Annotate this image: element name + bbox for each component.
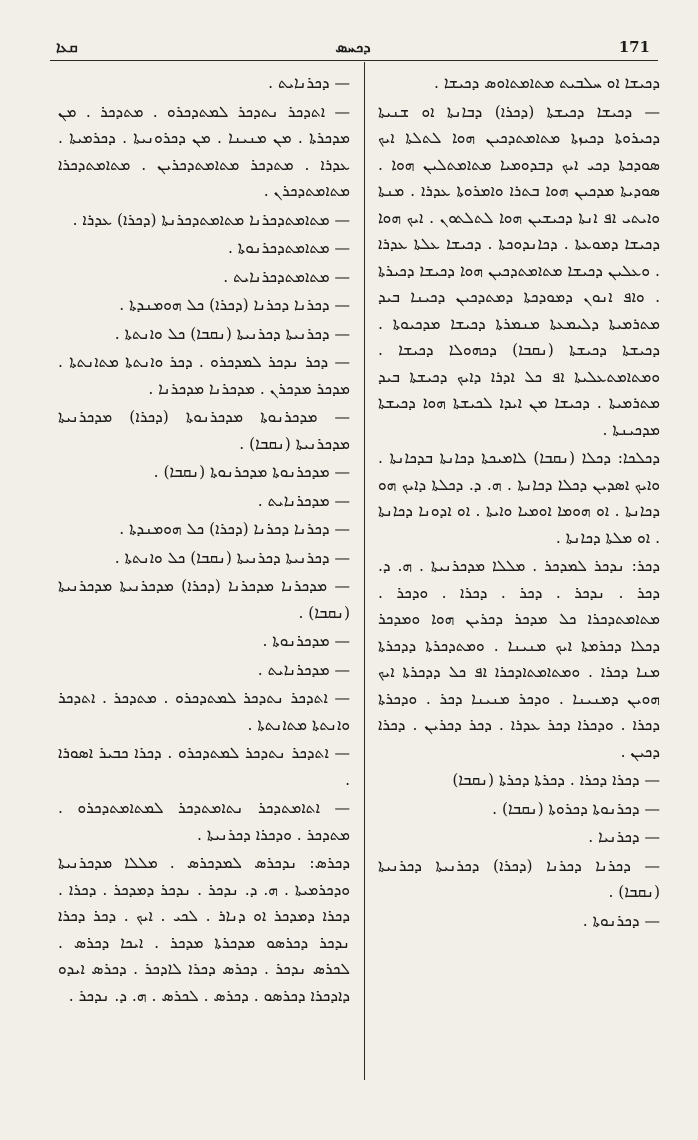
dictionary-entry: — ܡܕܟܪܢܐܝܬ .: [257, 491, 350, 510]
page-numeral-syriac: ܩܥܐ: [56, 38, 78, 56]
dictionary-entry: — ܡܕܟܪܢܘܬܐ ܡܕܟܪܢܘܬܐ (ܕܟܪܐ) ܡܕܟܪܢܝܬܐ ܡܕܟܪܢܝܬܐ (ܢܩܒܐ) .: [58, 408, 350, 453]
dictionary-entry: — ܕܟܝܫܐ ܕܟܝܫܬܐ (ܕܟܪܐ) ܕܒܐܢܬܐ ܐܘ ܫܢܝܬܐ ܕܟܝܪܘܬܐ ܕܟܝܙܬܐ ܡܬܐܡܬܕܟܝܢ ܗܘܐ ܠܬܠܬܐ ܐܝܟ ܣܘܕܟܬܐ ܕܟܝ ܐܝܟ ܕܒܕܘܡܝܐ ܡܬܐܡܬܠܝܢ ܗܘܐ . ܣܘܕܝܬܐ ܡܕܟܝܢ ܗܘܐ ܒܬܪܐ ܘܐܡܪܘܬܐ ܥܕܪܐ . ܡܢܬܐ ܘܐܝܬܝ ܐܦ ܐܢܬܐ ܕܟܝܫܝܢ ܗܘܐ ܠܬܠܬܘܢ . ܐܝܟ ܗܘܐ ܕܟܝܫܐ ܕܡܘܥܬܐ . ܕܟܐܢܕܘܟܬܐ . ܕܟܝܫܐ ܥܠܬܐ ܥܕܪܐ . ܘܥܠܝܢ ܕܟܝܫܐ ܡܬܐܡܬܕܟܝܢ ܗܘܐ ܕܟܝܫܐ ܕܟܝܪܬܐ . ܘܐܦ ܐܢܘܢ ܕܡܘܕܟܬܐ ܕܡܬܕܟܝܢ ܕܟܝܢܐ ܒܝܕ ܡܬܪܡܝܬܐ ܕܠܝܡܥܬܐ ܡܢܡܪܬܐ ܕܟܝܫܐ ܡܕܟܝܘܬܐ . ܕܟܝܫܬܐ ܕܟܝܫܬܐ (ܢܩܒܐ) ܕܟܗܘܠܐ ܕܟܝܫܐ . ܘܡܬܐܡܬܥܠܝܬܐ ܐܦ ܟܠ ܐܕܪܐ ܕܐܝܟ ܕܟܝܫܬܐ ܒܝܕ ܡܬܪܡܝܬܐ . ܕܟܝܫܐ ܡܢ ܐܝܕܐ ܠܟܝܫܬܐ ܗܘܐ ܕܟܝܫܬܐ ܡܕܟܝܢܬܐ .: [378, 102, 660, 439]
dictionary-entry: — ܕܟܪܢܝܐ .: [588, 828, 660, 846]
dictionary-entry: — ܐܬܐܡܬܕܟܪ ܢܬܐܡܬܕܟܪ ܠܡܬܐܡܬܕܟܪܘ . ܡܬܕܟܪ . ܘܕܟܪܐ ܕܟܪܢܝܬܐ .: [58, 799, 350, 844]
right-column: [378, 70, 660, 1080]
dictionary-entry: — ܕܟܪܢܐ ܕܟܪܢܐ (ܕܟܪܐ) ܟܠ ܗܘܡܢܕܬܐ .: [119, 520, 350, 538]
dictionary-entry: — ܐܬܕܟܪ ܢܬܕܟܪ ܠܡܬܕܟܪܘ . ܡܬܕܟܪ . ܐܬܕܟܪ ܘܐܢܬܬܐ ܡܬܐܢܬܬܐ .: [58, 689, 350, 734]
dictionary-entry: — ܡܬܐܡܬܕܟܪܢܐܝܬ .: [223, 267, 350, 286]
dictionary-entry: — ܡܕܟܪܢܐ ܡܕܟܪܢܐ (ܕܟܪܐ) ܡܕܟܪܢܝܬܐ ܡܕܟܪܢܝܬܐ (ܢܩܒܐ) .: [58, 577, 350, 622]
dictionary-entry: — ܕܟܪܢܘܬܐ .: [582, 911, 660, 930]
dictionary-entry: — ܡܕܟܪܢܘܬܐ ܡܕܟܪܢܘܬܐ (ܢܩܒܐ) .: [153, 463, 350, 481]
dictionary-entry: — ܡܕܟܪܢܘܬܐ .: [262, 632, 350, 650]
dictionary-entry: — ܡܬܐܡܬܕܟܪܢܘܬܐ .: [227, 239, 350, 257]
dictionary-entry: — ܕܟܪ ܢܕܟܪ ܠܡܕܟܪܘ . ܕܟܪ ܘܐܢܬܬܐ ܡܬܐܢܬܬܐ . ܡܕܟܪ ܡܕܟܪܢ . ܡܕܟܪܢܐ ܡܕܟܪܢܐ .: [58, 353, 350, 398]
running-head-word: ܕܟܚܣ: [335, 38, 371, 56]
dictionary-entry: ܕܟܝܫܐ ܐܘ ܚܠܒܝܬ ܡܬܐܡܬܐܘܣ ܕܟܝܫܐ .: [434, 74, 660, 92]
dictionary-entry: — ܕܟܪܢܐ ܕܟܪܢܐ (ܕܟܪܐ) ܟܠ ܗܘܡܢܕܬܐ .: [119, 296, 350, 314]
dictionary-entry: — ܐܬܕܟܪ ܢܬܕܟܪ ܠܡܬܕܟܪܘ . ܕܟܪܐ ܟܒܝܪ ܐܣܘܪܐ .: [58, 744, 350, 789]
dictionary-entry: — ܕܟܪܢܐ ܕܟܪܢܐ (ܕܟܪܐ) ܕܟܪܢܝܬܐ ܕܟܪܢܝܬܐ (ܢܩܒܐ) .: [378, 856, 660, 901]
dictionary-entry: — ܕܟܪܐ ܕܟܪܐ . ܕܟܪܬܐ ܕܟܪܬܐ (ܢܩܒܐ): [452, 771, 660, 789]
dictionary-entry: ܕܟܠܟܐ: ܕܟܠܐ (ܢܩܒܐ) ܠܐܡܝܟܬܐ ܕܟܐܢܬܐ ܒܕܟܐܢܬܐ . ܘܐܝܟ ܐܣܕܝܢ ܕܟܠܐ ܕܟܐܢܬܐ . ܗ. ܕ. ܕܟܠܬܐ ܕܐܝܟ ܗܘ ܕܟܐܢܬܐ . ܐܘ ܗܘܡܐ ܐܘܡܝܐ ܘܐܝܬܐ . ܐܘ ܐܕܘܢܐ ܕܟܐܢܬܐ . ܐܘ ܡܠܬܐ ܕܟܐܢܬܐ .: [378, 449, 660, 547]
header-rule: [50, 60, 658, 61]
dictionary-entry: ܕܟܪ: ܢܕܟܪ ܠܡܕܟܪ . ܡܠܠܐ ܡܕܟܪܢܝܬܐ . ܗ. ܕ. ܕܟܪ . ܢܕܟܪ . ܕܟܪ . ܕܟܪܐ . ܘܕܟܪ . ܡܬܐܡܬܕܟܪܐ ܟܠ ܡܕܟܪ ܕܟܪܝܢ ܗܘܐ ܘܡܕܟܪ ܕܟܠܐ ܕܟܪܡܬܐ ܐܝܟ ܡܢܝܢܐ . ܘܡܬܕܟܪܬܐ ܕܕܟܪܬܐ ܡܢܐ ܕܟܪܐ . ܘܡܬܐܡܬܐܕܟܪܐ ܐܦ ܟܠ ܕܕܟܪܬܐ ܐܝܟ ܗܘܝܢ ܕܡܢܝܢܐ . ܘܕܟܪ ܡܢܝܢܐ ܕܟܪ . ܘܕܟܪܬܐ ܕܟܪܐ . ܘܕܟܪܐ ܕܟܪ ܥܕܪܐ . ܕܟܪ ܕܟܪܝܢ . ܕܟܪܐ ܕܟܝܢ .: [378, 557, 660, 761]
dictionary-entry: — ܐܬܕܟܪ ܢܬܕܟܪ ܠܡܬܕܟܪܘ . ܡܬܕܟܪ . ܡܢ ܡܕܟܪܬܐ . ܡܢ ܡܢܝܢܐ . ܡܢ ܕܟܪܘܢܝܬܐ . ܕܟܪܡܝܬܐ . ܥܕܪܐ . ܡܬܕܟܪ ܡܬܐܡܬܕܟܪܝܢ . ܡܬܐܡܬܕܟܪܐ ܡܬܐܡܬܕܟܪܢ .: [58, 102, 350, 200]
left-column: [58, 70, 350, 1080]
dictionary-entry: — ܡܕܟܪܢܐܝܬ .: [257, 660, 350, 679]
dictionary-entry: — ܕܟܪܢܝܬܐ ܕܟܪܢܝܬܐ (ܢܩܒܐ) ܟܠ ܘܐܢܬܬܐ .: [114, 548, 350, 567]
dictionary-entry: ܕܟܪܣ: ܢܕܟܪܣ ܠܡܕܟܪܣ . ܡܠܠܐ ܡܕܟܪܢܝܬܐ ܘܕܟܪܡܝܬܐ . ܗ. ܕ. ܢܕܟܪ . ܢܕܟܪ ܕܡܕܟܪ . ܕܟܪܐ . ܕܟܪܐ ܕܡܕܟܪ ܐܘ ܕܢܐܪ . ܠܟܝ . ܐܝܟ . ܕܟܪ ܕܟܪܐ ܢܕܟܪ ܕܟܪܣܘ ܡܕܟܪܬܐ ܡܕܟܪ . ܐܝܟܐ ܕܟܪܣ . ܠܟܪܣ ܢܕܟܪ . ܕܟܪܣ ܕܟܪܐ ܠܐܕܟܪ . ܕܟܪܣ ܐܝܕܘ ܕܐܕܟܪܐ ܕܟܪܣܘ . ܕܟܪܣ . ܠܟܪܣ . ܗ. ܕ. ܢܕܟܪ .: [58, 854, 350, 1005]
dictionary-entry: — ܕܟܪܢܐܝܬ .: [268, 74, 350, 92]
page-number: 171: [618, 38, 650, 56]
dictionary-entry: — ܕܟܪܢܝܬܐ ܕܟܪܢܝܬܐ (ܢܩܒܐ) ܟܠ ܘܐܢܬܬܐ .: [114, 324, 350, 343]
page-header: [56, 34, 650, 60]
column-divider: [364, 62, 365, 1080]
dictionary-entry: — ܕܟܪܢܘܬܐ ܕܟܪܘܬܐ (ܢܩܒܐ) .: [492, 799, 660, 818]
dictionary-entry: — ܡܬܐܡܬܕܟܪܢܐ ܡܬܐܡܬܕܟܪܢܬܐ (ܕܟܪܐ) ܥܕܪܐ .: [72, 210, 350, 229]
